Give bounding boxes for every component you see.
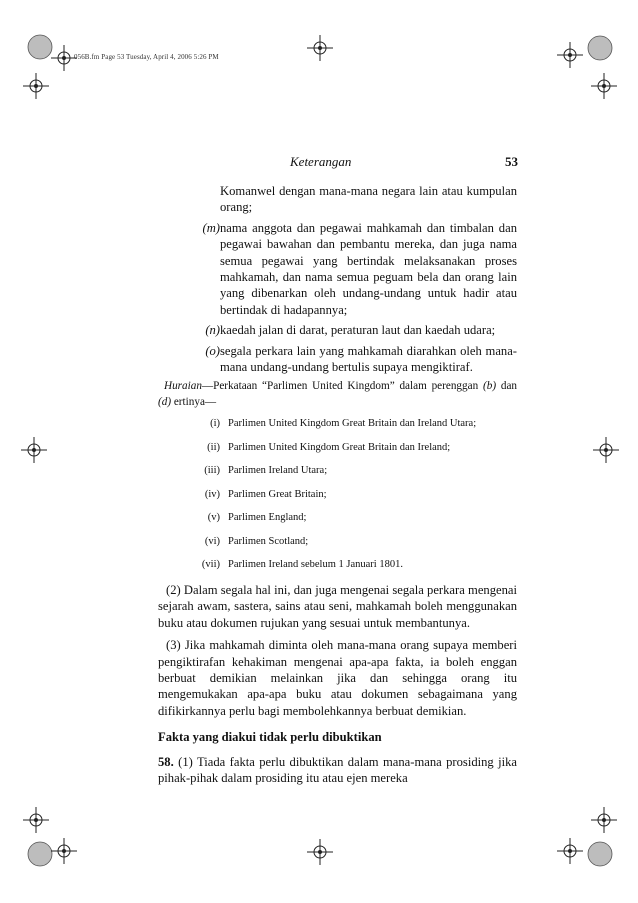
explanation-and: dan	[500, 380, 518, 393]
list-item-text: Parlimen Ireland Utara;	[228, 465, 328, 477]
list-item-number: (vi)	[204, 535, 220, 547]
explanation-text: Perkataan “Parlimen United Kingdom” dalam perenggan	[213, 380, 479, 393]
list-item-number: (i)	[210, 418, 220, 430]
clause-label: (n)	[205, 323, 220, 338]
registration-mark-icon	[22, 826, 92, 886]
list-item-number: (v)	[207, 512, 220, 524]
explanation-dash: —	[201, 380, 214, 393]
clause-n	[158, 322, 517, 338]
list-item-text: Parlimen England;	[228, 512, 307, 524]
list-item	[158, 488, 517, 501]
clause-label: (o)	[205, 343, 220, 358]
section-number: 58.	[158, 754, 174, 769]
list-item	[158, 558, 517, 571]
crosshair-mark-icon	[584, 64, 624, 104]
list-item-number: (iii)	[204, 465, 220, 477]
list-item	[158, 511, 517, 524]
list-item-number: (iv)	[204, 488, 220, 500]
crosshair-mark-icon	[16, 64, 56, 104]
clause-o	[158, 343, 517, 376]
clause-m	[158, 220, 517, 318]
subsection-3: (3) Jika mahkamah diminta oleh mana-mana orang supaya memberi pengiktirafan kehakiman mengenai apa-apa fakta, ia boleh enggan berbuat demikian melainkan jika dan sehingga orang itu mengemukakan apa-apa buku atau dokumen sebagaimana yang difikirkannya perlu bagi membolehkannya berbuat demikian.	[158, 638, 517, 718]
subsection-2: (2) Dalam segala hal ini, dan juga mengenai segala perkara mengenai sejarah awam, sastera, sains atau seni, mahkamah boleh menggunakan buku atau dokumen rujukan yang sesuai untuk membantunya.	[158, 582, 517, 630]
list-item	[158, 441, 517, 454]
explanation-text-end: ertinya—	[173, 395, 217, 408]
list-item-number: (ii)	[207, 441, 220, 453]
page-body	[158, 183, 517, 786]
registration-mark-icon	[548, 826, 618, 886]
list-item-text: Parlimen United Kingdom Great Britain dan Ireland Utara;	[228, 418, 477, 430]
list-item	[158, 417, 517, 430]
running-header	[290, 154, 518, 172]
clause-text: kaedah jalan di darat, peraturan laut dan kaedah udara;	[220, 323, 496, 338]
section-text: (1) Tiada fakta perlu dibuktikan dalam mana-mana prosiding jika pihak-pihak dalam prosiding itu atau ejen mereka	[158, 754, 517, 786]
explanation-ref-b: (b)	[483, 380, 497, 393]
clause-text: nama anggota dan pegawai mahkamah dan timbalan dan pegawai bawahan dan pembantu mereka, dan juga nama semua pegawai yang bertindak melaksanakan proses mahkamah, dan nama semua peguam bela dan orang lain yang dibenarkan oleh undang-undang untuk hadir atau bertindak di hadapannya;	[220, 220, 517, 317]
explanation-label: Huraian	[164, 380, 202, 393]
list-item-text: Parlimen Ireland sebelum 1 Januari 1801.	[228, 559, 403, 571]
crosshair-mark-icon	[300, 832, 340, 872]
crosshair-mark-icon	[300, 28, 340, 68]
list-item	[158, 464, 517, 477]
list-item-number: (vii)	[201, 559, 220, 571]
crosshair-mark-icon	[14, 430, 54, 470]
list-item-text: Parlimen Scotland;	[228, 535, 309, 547]
clause-text: Komanwel dengan mana-mana negara lain atau kumpulan orang;	[220, 184, 517, 215]
explanation-list	[158, 417, 517, 571]
section-heading: Fakta yang diakui tidak perlu dibuktikan	[158, 730, 382, 745]
explanation-ref-d: (d)	[158, 395, 172, 408]
clause-text: segala perkara lain yang mahkamah diarahkan oleh mana-mana undang-undang bertulis supaya mengiktiraf.	[220, 343, 517, 375]
list-item-text: Parlimen Great Britain;	[228, 488, 327, 500]
section-58	[158, 754, 517, 787]
running-title: Keterangan	[290, 154, 352, 169]
clause-continuation	[158, 183, 517, 216]
crosshair-mark-icon	[586, 430, 626, 470]
list-item	[158, 535, 517, 548]
page-number: 53	[505, 154, 518, 169]
explanation-note	[158, 379, 517, 410]
print-slug: 056B.fm Page 53 Tuesday, April 4, 2006 5:26 PM	[74, 53, 219, 61]
list-item-text: Parlimen United Kingdom Great Britain dan Ireland;	[228, 441, 451, 453]
clause-label: (m)	[202, 220, 220, 235]
